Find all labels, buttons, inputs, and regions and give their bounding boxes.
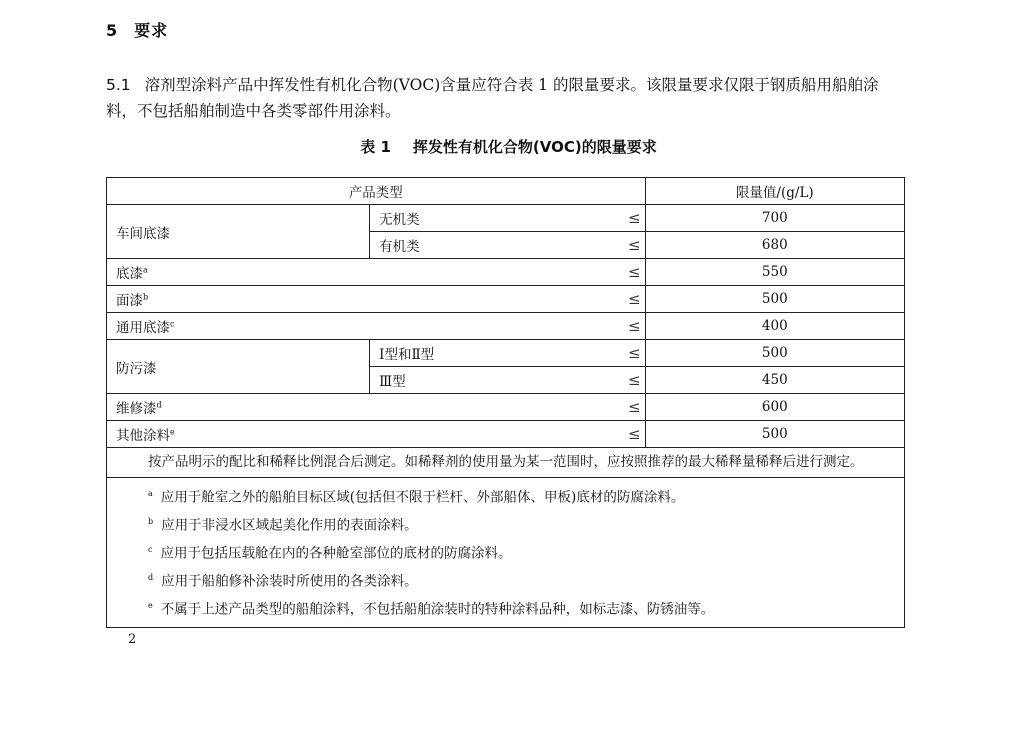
- table-header-row: [107, 178, 905, 205]
- table-row: [107, 313, 905, 340]
- voc-limit-table: [106, 177, 905, 628]
- footnote-mark: a: [148, 489, 153, 498]
- table-row: [107, 340, 905, 367]
- footnote-mark: e: [148, 601, 153, 611]
- footnote: $^e$ 不属于上述产品类型的船舶涂料，不包括船舶涂装时的特种涂料品种，如标志漆、防锈油等。: [148, 601, 715, 618]
- footnote-mark: c: [170, 319, 175, 329]
- subtype-cell: Ⅰ型和Ⅱ型: [370, 340, 608, 367]
- section-number: 5: [106, 21, 119, 40]
- table-note: 按产品明示的配比和稀释比例混合后测定。如稀释剂的使用量为某一范围时，应按照推荐的最大稀释量稀释后进行测定。: [107, 448, 905, 478]
- value-cell: 400: [645, 313, 904, 340]
- section-title: 要求: [134, 21, 169, 40]
- category-cell: 其他涂料$^e$: [107, 421, 608, 448]
- table-row: [107, 286, 905, 313]
- category-cell: 车间底漆: [107, 205, 370, 259]
- le-symbol: ≤: [608, 421, 645, 448]
- le-symbol: ≤: [608, 232, 645, 259]
- header-product-type: 产品类型: [107, 178, 646, 205]
- table-row: [107, 259, 905, 286]
- le-symbol: ≤: [608, 394, 645, 421]
- table-number: 表 1: [360, 138, 391, 156]
- subtype-cell: Ⅲ型: [370, 367, 608, 394]
- le-symbol: ≤: [608, 286, 645, 313]
- page-number: 2: [128, 632, 137, 647]
- le-symbol: ≤: [608, 313, 645, 340]
- value-cell: 500: [645, 286, 904, 313]
- value-cell: 450: [645, 367, 904, 394]
- table-title: 挥发性有机化合物(VOC)的限量要求: [412, 138, 657, 156]
- footnote-mark: d: [148, 573, 154, 583]
- header-limit-value: 限量值/(g/L): [645, 178, 904, 205]
- value-cell: 600: [645, 394, 904, 421]
- table-footnotes: [107, 478, 905, 628]
- footnote-mark: b: [148, 517, 154, 527]
- category-cell: 底漆$^a$: [107, 259, 608, 286]
- subtype-cell: 有机类: [370, 232, 608, 259]
- footnote-mark: d: [156, 400, 162, 410]
- table-row: [107, 421, 905, 448]
- footnote: $^a$ 应用于舱室之外的船舶目标区域(包括但不限于栏杆、外部船体、甲板)底材的防腐涂料。: [148, 489, 685, 506]
- section-heading: [106, 18, 168, 41]
- footnote: $^d$ 应用于船舶修补涂装时所使用的各类涂料。: [148, 573, 418, 590]
- category-cell: 面漆$^b$: [107, 286, 608, 313]
- table-footnotes-row: [107, 478, 905, 628]
- category-cell: 通用底漆$^c$: [107, 313, 608, 340]
- clause-text: 溶剂型涂料产品中挥发性有机化合物(VOC)含量应符合表 1 的限量要求。该限量要求仅限于钢质船用船舶涂料，不包括船舶制造中各类零部件用涂料。: [106, 76, 879, 120]
- le-symbol: ≤: [608, 367, 645, 394]
- value-cell: 700: [645, 205, 904, 232]
- category-cell: 防污漆: [107, 340, 370, 394]
- subtype-cell: 无机类: [370, 205, 608, 232]
- clause-5-1: [106, 72, 906, 124]
- table-caption: [0, 136, 1017, 157]
- footnote-mark: e: [170, 427, 175, 437]
- category-cell: 维修漆$^d$: [107, 394, 608, 421]
- clause-number: 5.1: [106, 76, 131, 94]
- table-row: [107, 205, 905, 232]
- le-symbol: ≤: [608, 259, 645, 286]
- footnote-mark: c: [148, 545, 153, 555]
- footnote-mark: b: [143, 292, 149, 302]
- table-note-row: [107, 448, 905, 478]
- footnote-mark: a: [143, 265, 148, 275]
- footnote: $^b$ 应用于非浸水区域起美化作用的表面涂料。: [148, 517, 418, 534]
- le-symbol: ≤: [608, 205, 645, 232]
- value-cell: 680: [645, 232, 904, 259]
- footnote: $^c$ 应用于包括压载舱在内的各种舱室部位的底材的防腐涂料。: [148, 545, 512, 562]
- table-row: [107, 394, 905, 421]
- value-cell: 500: [645, 421, 904, 448]
- value-cell: 500: [645, 340, 904, 367]
- value-cell: 550: [645, 259, 904, 286]
- le-symbol: ≤: [608, 340, 645, 367]
